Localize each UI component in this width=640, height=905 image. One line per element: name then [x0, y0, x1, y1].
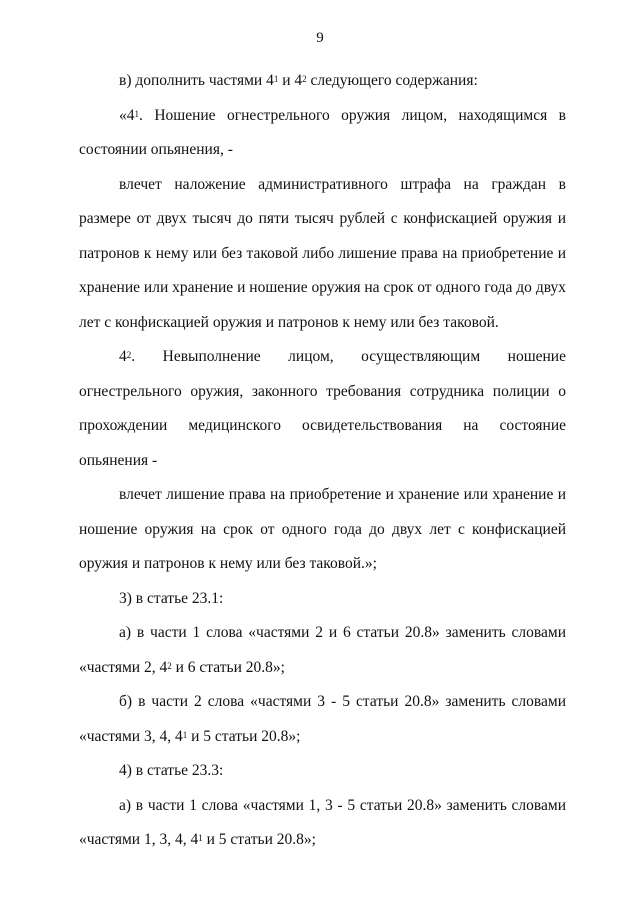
paragraph-23-1-part-2: б) в части 2 слова «частями 3 - 5 статьи 20.8» заменить словами «частями 3, 4, $4^1$ и 5 статьи 20.8»; — [79, 693, 566, 745]
document-body — [79, 64, 566, 858]
paragraph-part-4-1: «$4^1$. Ношение огнестрельного оружия лицом, находящимся в состоянии опьянения, - — [79, 106, 566, 158]
paragraph-amendment-intro: в) дополнить частями $4^1$ и $4^2$ следующего содержания: — [119, 72, 478, 89]
page-number: 9 — [316, 30, 324, 46]
paragraph-23-3-part-1: а) в части 1 слова «частями 1, 3 - 5 статьи 20.8» заменить словами «частями 1, 3, 4, $4^1$ и 5 статьи 20.8»; — [79, 796, 566, 848]
paragraph-article-23-1: 3) в статье 23.1: — [119, 589, 224, 607]
paragraph-part-4-2: $4^2$. Невыполнение лицом, осуществляющим ношение огнестрельного оружия, законного требования сотрудника полиции о прохождении медицинского освидетельствования на состояние опьянения - — [79, 348, 566, 469]
paragraph-penalty-4-1: влечет наложение административного штрафа на граждан в размере от двух тысяч до пяти тысяч рублей с конфискацией оружия и патронов к нему или без таковой либо лишение права на приобретение и хранение или хранение и ношение оружия на срок от одного года до двух лет с конфискацией оружия и патронов к нему или без таковой. — [79, 175, 566, 331]
paragraph-23-1-part-1: а) в части 1 слова «частями 2 и 6 статьи 20.8» заменить словами «частями 2, $4^2$ и 6 статьи 20.8»; — [79, 624, 566, 676]
paragraph-article-23-3: 4) в статье 23.3: — [119, 762, 224, 779]
paragraph-penalty-4-2: влечет лишение права на приобретение и хранение или хранение и ношение оружия на срок от одного года до двух лет с конфискацией оружия и патронов к нему или без таковой.»; — [79, 486, 566, 572]
